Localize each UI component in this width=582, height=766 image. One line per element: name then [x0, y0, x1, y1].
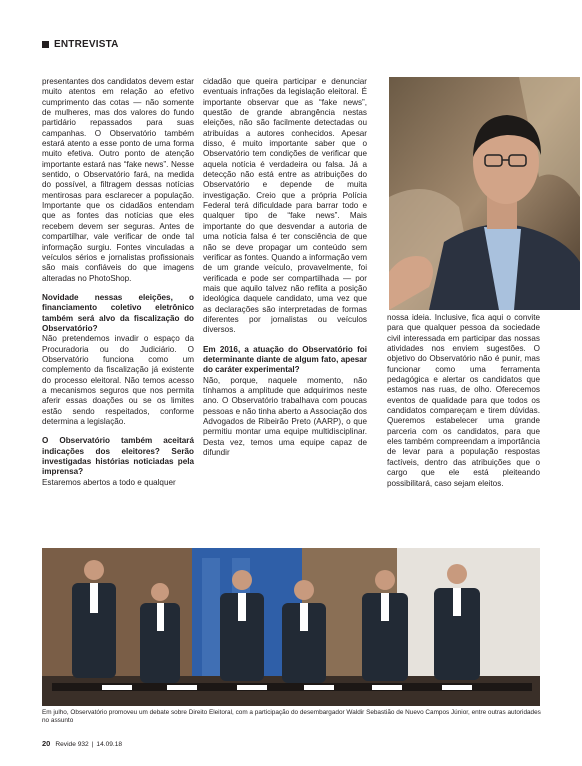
section-label: ENTREVISTA [54, 39, 119, 50]
page-number: 20 [42, 739, 51, 748]
section-square-icon [42, 41, 49, 48]
paragraph: presentantes dos candidatos devem estar muito atentos em relação ao efetivo cumprimento das cotas — não somente de mulheres, mas dos valores do fundo partidário repassados para suas campanhas. O Observatório também estará atento a esse ponto de uma forma muito efetiva. Outro ponto de atenção importante estará nas “fake news”. Nesse sentido, o Observatório fará, na medida do possível, a filtragem dessas notícias mentirosas para esclarecer a população. Importante que os cidadãos entendam que as fontes das notícias que eles recebem devem ser seguras. Antes de compartilhar, vale verificar de onde tal informação surgiu. Fontes vinculadas a veículos sérios e jornalistas profissionais são mais confiáveis do que imagens alteradas no PhotoShop. [42, 77, 194, 283]
interviewee-portrait-photo [389, 77, 580, 310]
paragraph: Não, porque, naquele momento, não tínhamos a amplitude que adquirimos neste ano. O Observatório trabalhava com poucas pessoas e não tinha aberto a Associação dos Advogados de Ribeirão Preto (AARP), o que permitiu montar uma equipe multidisciplinar. Desta vez, temos uma equipe capaz de difundir [203, 375, 367, 458]
page-footer [42, 739, 122, 748]
paragraph: Não pretendemos invadir o espaço da Procuradoria ou do Judiciário. O Observatório funciona como um complemento da fiscalização já existente do processo eleitoral. Não temos acesso a mecanismos seguros que nos permita aferir essas doações ou se os limites estão sendo respeitados, conforme determina a legislação. [42, 334, 194, 426]
magazine-issue: Revide 932 [55, 741, 89, 748]
question-heading: Novidade nessas eleições, o financiamento coletivo eletrônico também será alvo da fiscalização do Observatório? [42, 292, 194, 333]
text-column-1 [42, 77, 194, 488]
question-heading: Em 2016, a atuação do Observatório foi determinante diante de algum fato, apesar do caráter experimental? [203, 344, 367, 375]
portrait-illustration [389, 77, 580, 310]
footer-separator: | [91, 741, 94, 748]
text-column-2 [203, 77, 367, 458]
paragraph: cidadão que queira participar e denunciar eventuais infrações da legislação eleitoral. É importante observar que as “fake news”, questão de grande abrangência nestas eleições, não são facilmente detectadas ou atribuídas a autores conhecidos. Apesar disso, é muito importante saber que o Observatório tem condições de verificar que aquela notícia é verdadeira ou falsa. Já a detecção não está entre as atribuições do Observatório e depende de muita investigação. Creio que a própria Polícia Federal terá dificuldade para barrar todo e qualquer tipo de “fake news”. Mais importante do que desvendar a autoria de uma notícia falsa é ter consciência de que não se deve propagar um conteúdo sem verificar as fontes. Quando a informação vem de um grande veículo, provavelmente, foi verificada e pode ser compartilhada — por mais que aquilo talvez não reflita a posição ideológica daquele candidato, uma vez que as declarações são interpretadas de formas diferentes por jornalistas ou veículos diversos. [203, 77, 367, 335]
photo-caption [42, 709, 542, 726]
paragraph: nossa ideia. Inclusive, fica aqui o convite para que qualquer pessoa da sociedade civil interessada em participar das nossas atividades nos enviem sugestões. O objetivo do Observatório não é punir, mas funcionar como uma ferramenta pedagógica e alertar os candidatos que estamos nas ruas, de olho. Oferecemos eventos de qualidade para que todos os candidatos compareçam e tirem dúvidas. Queremos estabelecer uma grande parceria com os candidatos, para que eles também compreendam a importância de levar para a população respostas factíveis, dentro das atribuições que o cargo que ele está pleiteando possibilitará, caso sejam eleitos. [387, 313, 540, 488]
issue-date: 14.09.18 [96, 741, 123, 748]
text-column-3 [387, 313, 540, 489]
paragraph: Estaremos abertos a todo e qualquer [42, 477, 176, 487]
question-heading: O Observatório também aceitará indicações dos eleitores? Serão investigadas histórias noticiadas pela imprensa? [42, 436, 194, 477]
panel-event-photo [42, 548, 540, 706]
section-header [42, 39, 119, 50]
group-photo-illustration [42, 548, 540, 706]
caption-text: Em julho, Observatório promoveu um debate sobre Direito Eleitoral, com a participação do desembargador Waldir Sebastião de Nuevo Campos Júnior, entre outras autoridades no assunto [42, 709, 541, 725]
